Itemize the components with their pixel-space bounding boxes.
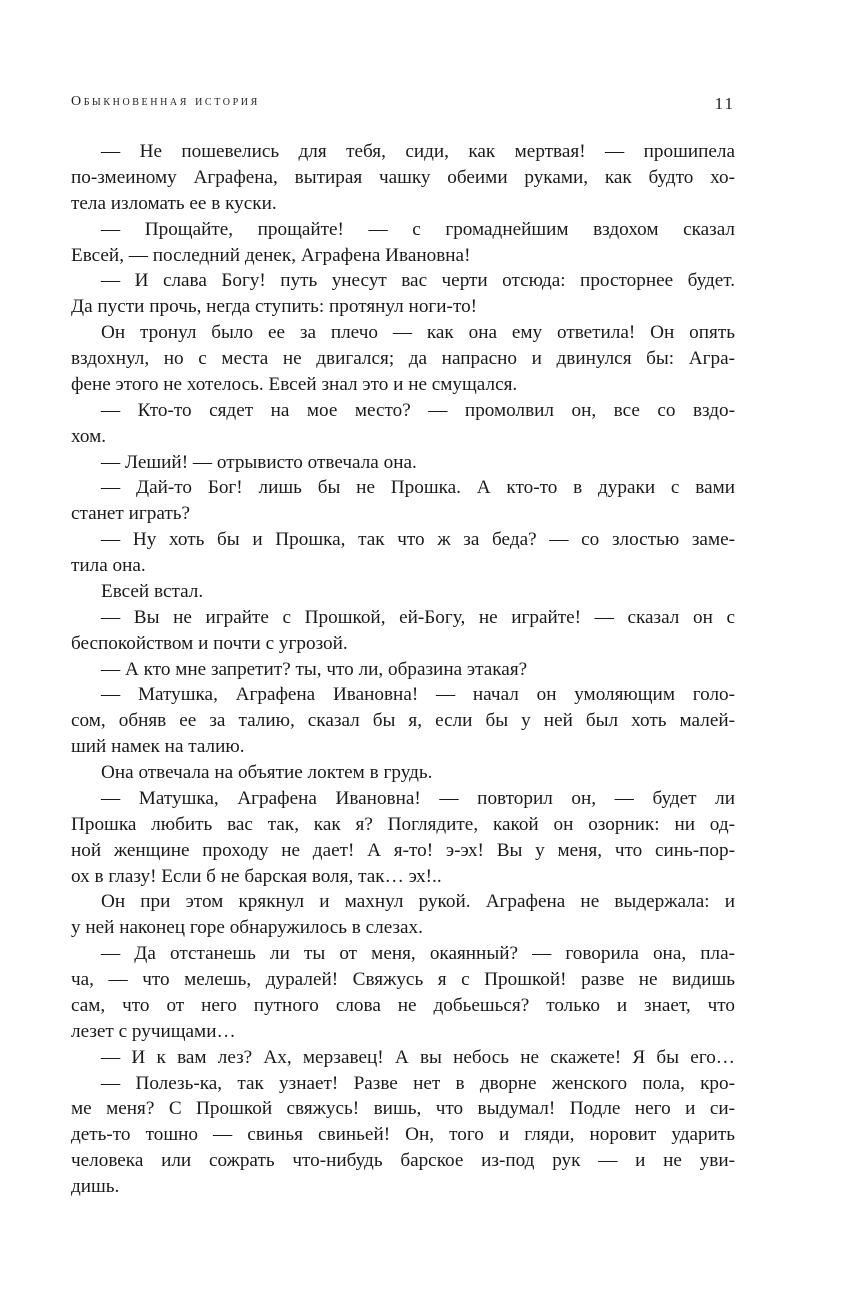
text-line: — Дай-то Бог! лишь бы не Прошка. А кто-то в дураки с вами — [101, 477, 735, 499]
text-line: Он при этом крякнул и махнул рукой. Аграфена не выдержала: и — [101, 891, 735, 913]
text-line: фене этого не хотелось. Евсей знал это и не смущался. — [71, 373, 518, 395]
text-line: — Матушка, Аграфена Ивановна! — повторил он, — будет ли — [101, 787, 735, 809]
text-line: человека или сожрать что-нибудь барское из-под рук — и не уви- — [71, 1150, 735, 1172]
text-line: — Вы не играйте с Прошкой, ей-Богу, не играйте! — сказал он с — [101, 606, 735, 628]
text-line: ча, — что мелешь, дуралей! Свяжусь я с Прошкой! разве не видишь — [71, 969, 735, 990]
text-line: дишь. — [71, 1176, 120, 1197]
text-line: ной женщине проходу не дает! А я-то! э-эх! Вы у меня, что синь-пор- — [71, 839, 735, 861]
text-line: ох в глазу! Если б не барская воля, так… эх!.. — [71, 865, 442, 887]
text-line: — Леший! — отрывисто отвечала она. — [101, 451, 417, 473]
text-line: лезет с ручищами… — [71, 1020, 236, 1042]
text-line: — Полезь-ка, так узнает! Разве нет в дворне женского пола, кро- — [101, 1072, 735, 1094]
running-title: Обыкновенная история — [71, 94, 260, 109]
text-line: — Кто-то сядет на мое место? — промолвил он, все со вздо- — [101, 399, 735, 421]
text-line: Евсей встал. — [101, 580, 204, 602]
text-line: Да пусти прочь, негда ступить: протянул ноги-то! — [71, 296, 478, 318]
text-line: Прошка любить вас так, как я? Поглядите, какой он озорник: ни од- — [71, 813, 735, 835]
text-line: беспокойством и почти с угрозой. — [71, 632, 348, 654]
text-line: Она отвечала на объятие локтем в грудь. — [101, 762, 433, 783]
text-line: Он тронул было ее за плечо — как она ему ответила! Он опять — [101, 322, 735, 344]
text-line: по-змеиному Аграфена, вытирая чашку обеими руками, как будто хо- — [71, 166, 735, 188]
text-line: — И слава Богу! путь унесут вас черти отсюда: просторнее будет. — [101, 270, 735, 292]
text-line: тела изломать ее в куски. — [71, 192, 277, 214]
text-line: — Не пошевелись для тебя, сиди, как мертвая! — прошипела — [101, 141, 735, 162]
running-head — [71, 94, 735, 118]
text-line: ме меня? С Прошкой свяжусь! вишь, что выдумал! Подле него и си- — [71, 1098, 735, 1120]
text-line: ший намек на талию. — [71, 736, 245, 758]
text-line: — И к вам лез? Ах, мерзавец! А вы небось не скажете! Я бы его… — [101, 1046, 735, 1068]
page-number: 11 — [714, 94, 735, 113]
text-line: — Прощайте, прощайте! — с громаднейшим вздохом сказал — [101, 218, 735, 240]
body-text — [71, 139, 735, 1200]
text-line: хом. — [71, 425, 107, 447]
text-line: станет играть? — [71, 503, 191, 525]
text-line: тила она. — [71, 555, 146, 576]
text-line: у ней наконец горе обнаружилось в слезах. — [71, 917, 423, 939]
text-line: вздохнул, но с места не двигался; да напрасно и двинулся бы: Агра- — [71, 348, 735, 369]
text-line: — Матушка, Аграфена Ивановна! — начал он умоляющим голо- — [101, 684, 735, 706]
text-line: — Да отстанешь ли ты от меня, окаянный? — говорила она, пла- — [101, 943, 735, 965]
text-line: — А кто мне запретит? ты, что ли, образина этакая? — [101, 658, 528, 680]
text-line: сам, что от него путного слова не добьешься? только и знает, что — [71, 994, 735, 1016]
text-line: Евсей, — последний денек, Аграфена Ивановна! — [71, 244, 471, 266]
text-line: сом, обняв ее за талию, сказал бы я, если бы у ней был хоть малей- — [71, 710, 735, 732]
text-line: — Ну хоть бы и Прошка, так что ж за беда? — со злостью заме- — [101, 529, 735, 551]
text-line: деть-то тошно — свинья свиньей! Он, того и гляди, норовит ударить — [71, 1124, 735, 1146]
